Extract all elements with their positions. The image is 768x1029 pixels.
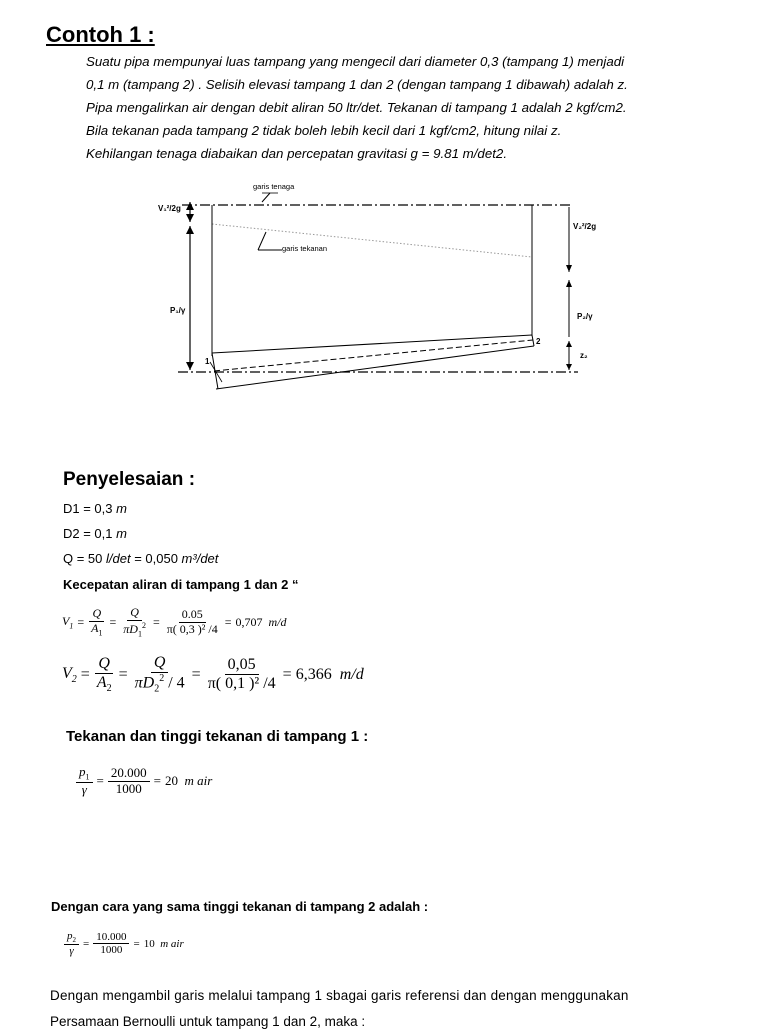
p2-head-label: P₂/γ xyxy=(577,312,593,321)
bernoulli-line-text: Persamaan Bernoulli untuk tampang 1 dan 2, maka : xyxy=(50,1014,366,1029)
given-d1: D1 = 0,3 m xyxy=(63,501,127,516)
pipe-top xyxy=(212,335,532,353)
reference-line-text: Dengan mengambil garis melalui tampang 1 sbagai garis referensi dan dengan menggunakan xyxy=(50,988,629,1003)
pressure-line-label: garis tekanan xyxy=(282,244,328,253)
v1-equation: $V_1$ = $\frac{Q}{A_1}$ = $\frac{Q}{\pi D_1^2}$ = $\frac{0.05}{\text{π( 0,3 )² /4}}$ = 0,707 m/d xyxy=(62,605,287,639)
problem-line: Suatu pipa mempunyai luas tampang yang mengecil dari diameter 0,3 (tampang 1) menjadi xyxy=(86,54,625,69)
p1-equation: $\frac{p_1}{\gamma}$ = $\frac{20.000}{1000}$ = 20 m air xyxy=(76,765,212,798)
problem-line: Kehilangan tenaga diabaikan dan percepatan gravitasi g = 9.81 m/det2. xyxy=(86,146,508,161)
pressure-line xyxy=(212,224,532,257)
pressure2-heading: Dengan cara yang sama tinggi tekanan di tampang 2 adalah : xyxy=(51,899,429,914)
energy-line-label: garis tenaga xyxy=(253,182,295,191)
section-2-label: 2 xyxy=(536,337,541,346)
pipe-bottom xyxy=(216,346,534,389)
given-d2: D2 = 0,1 m xyxy=(63,526,127,541)
problem-line: 0,1 m (tampang 2) . Selisih elevasi tampang 1 dan 2 (dengan tampang 1 dibawah) adalah z. xyxy=(86,77,628,92)
solution-heading: Penyelesaian : xyxy=(63,469,196,490)
v1-head-label: V₁²/2g xyxy=(158,204,181,213)
velocity-heading: Kecepatan aliran di tampang 1 dan 2 “ xyxy=(63,577,299,592)
pipe-diagram xyxy=(0,0,768,420)
section-1-label: 1 xyxy=(205,357,210,366)
pressure1-heading: Tekanan dan tinggi tekanan di tampang 1 : xyxy=(66,728,369,745)
v2-equation: $V_2$ = $\frac{Q}{A_2}$ = $\frac{Q}{\pi D_2^2 / 4}$ = $\frac{0,05}{\text{π( 0,1 )² /4}}$ = 6,366 m/d xyxy=(62,654,364,695)
problem-line: Bila tekanan pada tampang 2 tidak boleh lebih kecil dari 1 kgf/cm2, hitung nilai z. xyxy=(86,123,562,138)
v2-head-label: V₂²/2g xyxy=(573,222,597,231)
p1-head-label: P₁/γ xyxy=(170,306,186,315)
example-title: Contoh 1 : xyxy=(46,22,155,47)
p2-equation: $\frac{p_2}{\gamma}$ = $\frac{10.000}{1000}$ = 10 m air xyxy=(64,930,184,958)
z2-label: z₂ xyxy=(580,351,588,360)
problem-line: Pipa mengalirkan air dengan debit aliran 50 ltr/det. Tekanan di tampang 1 adalah 2 kgf/cm2. xyxy=(86,100,627,115)
given-q: Q = 50 l/det = 0,050 m³/det xyxy=(63,551,219,566)
pipe-centerline xyxy=(214,340,533,371)
